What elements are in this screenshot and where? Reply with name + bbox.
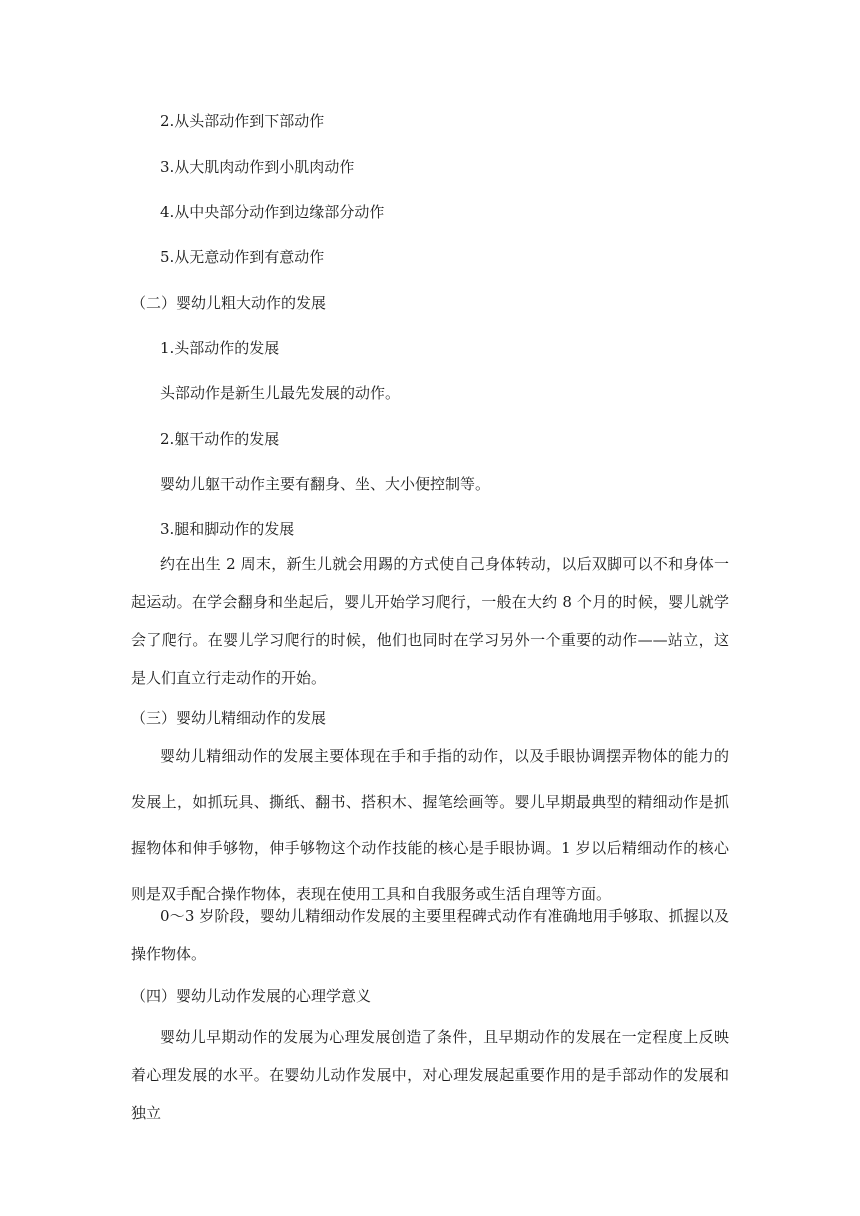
list-item-2: 2.从头部动作到下部动作 <box>160 112 325 130</box>
subsection-title-trunk: 2.躯干动作的发展 <box>160 430 280 448</box>
subsection-title-legs: 3.腿和脚动作的发展 <box>160 520 295 538</box>
list-item-4: 4.从中央部分动作到边缘部分动作 <box>160 203 385 221</box>
list-item-5: 5.从无意动作到有意动作 <box>160 248 325 266</box>
paragraph-psychology: 婴幼儿早期动作的发展为心理发展创造了条件，且早期动作的发展在一定程度上反映着心理发展的水平。在婴幼儿动作发展中，对心理发展起重要作用的是手部动作的发展和独立 <box>131 1028 729 1122</box>
subsection-text-head: 头部动作是新生儿最先发展的动作。 <box>160 384 401 402</box>
subsection-text-trunk: 婴幼儿躯干动作主要有翻身、坐、大小便控制等。 <box>160 475 491 493</box>
section-heading-fine-motor: （三）婴幼儿精细动作的发展 <box>131 709 327 727</box>
paragraph-fine-motor-1: 婴幼儿精细动作的发展主要体现在手和手指的动作，以及手眼协调摆弄物体的能力的发展上，如抓玩具、撕纸、翻书、搭积木、握笔绘画等。婴儿早期最典型的精细动作是抓握物体和伸手够物，伸手够物这个动作技能的核心是手眼协调。1 岁以后精细动作的核心则是双手配合操作物体，表现在使用工具和自我服务或生活自理等方面。 <box>131 747 729 903</box>
paragraph-fine-motor-2: 0～3 岁阶段，婴幼儿精细动作发展的主要里程碑式动作有准确地用手够取、抓握以及操作物体。 <box>131 907 729 963</box>
paragraph-legs: 约在出生 2 周末，新生儿就会用踢的方式使自己身体转动，以后双脚可以不和身体一起运动。在学会翻身和坐起后，婴儿开始学习爬行，一般在大约 8 个月的时候，婴儿就学会了爬行。在婴儿学习爬行的时候，他们也同时在学习另外一个重要的动作——站立，这是人们直立行走动作的开始。 <box>131 555 729 687</box>
section-heading-gross-motor: （二）婴幼儿粗大动作的发展 <box>131 294 327 312</box>
list-item-3: 3.从大肌肉动作到小肌肉动作 <box>160 158 355 176</box>
section-heading-psychology: （四）婴幼儿动作发展的心理学意义 <box>131 987 372 1005</box>
subsection-title-head: 1.头部动作的发展 <box>160 339 280 357</box>
